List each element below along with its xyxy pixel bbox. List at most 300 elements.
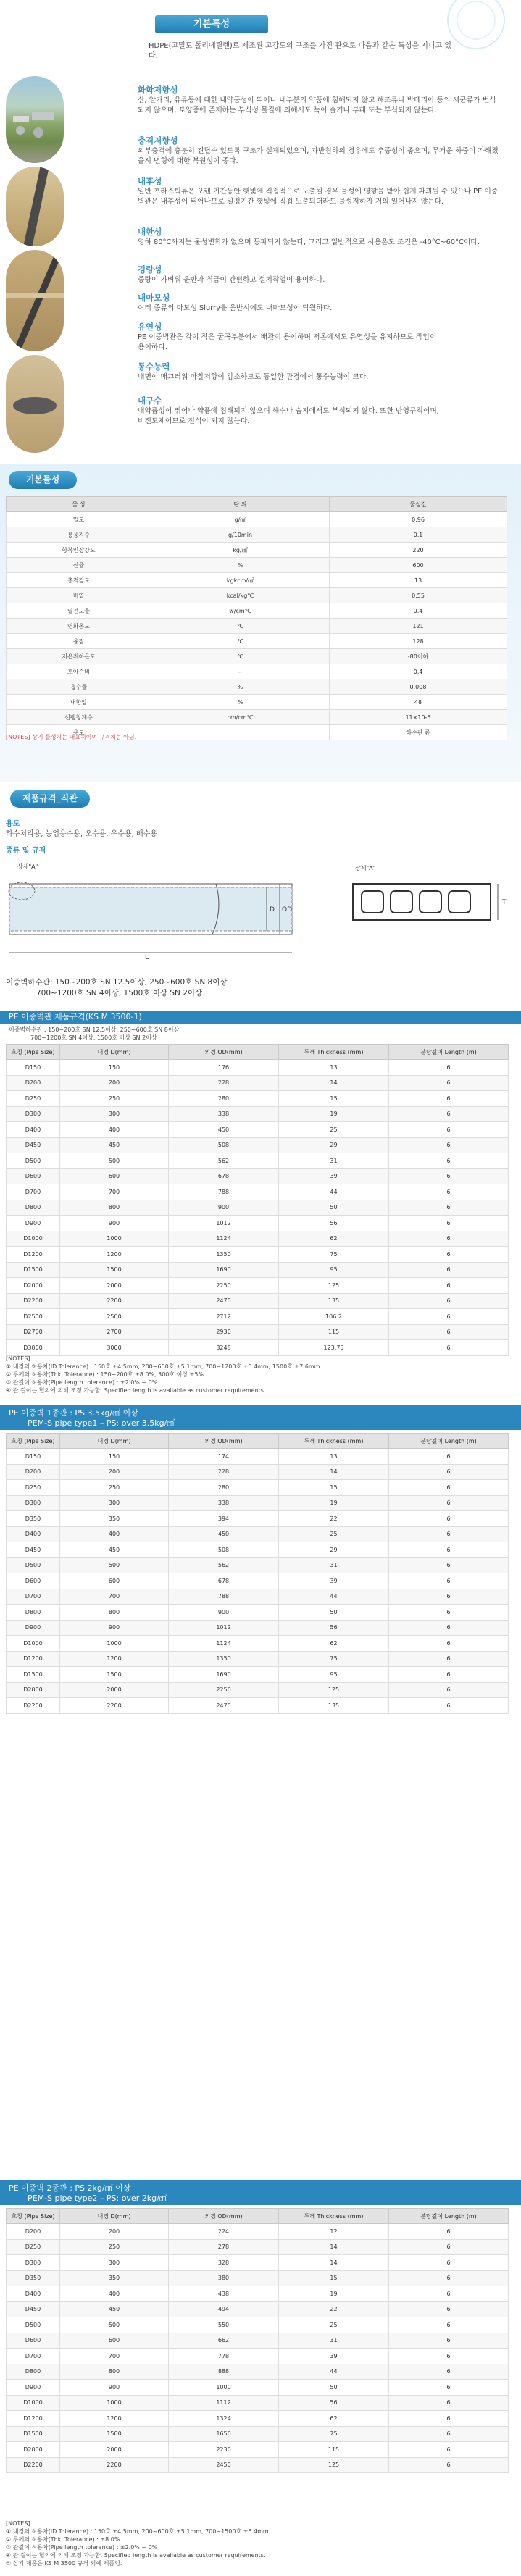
feature-text: PE 이중벽관은 각이 작은 굴곡부분에서 배관이 용이하며 저온에서도 유연성을 유지하므로 작업이 용이하다. <box>138 333 437 351</box>
table-cell: 1500 <box>60 1667 169 1683</box>
table-cell: 연화온도 <box>7 619 151 634</box>
table-cell: 6 <box>389 2349 509 2364</box>
table-cell: 500 <box>60 1557 169 1573</box>
table-cell: 150 <box>60 1060 169 1076</box>
table-cell: 450 <box>60 1542 169 1558</box>
table-row <box>7 634 507 649</box>
table3-caption2: PEM-S pipe type2 – PS: over 2kg/㎠ <box>28 2194 167 2203</box>
table-cell: 2230 <box>169 2442 279 2458</box>
table-cell: 678 <box>169 1573 279 1589</box>
properties-section <box>0 464 521 782</box>
feature-text: 일반 프라스틱류은 오랜 기간동안 햇빛에 직접적으로 노출될 경우 물성에 영향을 받아 쉽게 파괴될 수 있으나 PE 이중벽관은 내후성이 뛰어나므로 일정기간 햇빛에 직접 노출되더라도 물성저하가 거의 일어나지 않는다. <box>138 188 499 206</box>
table-cell: 25 <box>279 1122 389 1138</box>
table-cell: 6 <box>389 1542 509 1558</box>
table-cell: 흡수율 <box>7 679 151 695</box>
table-cell: 200 <box>60 1464 169 1480</box>
table-cell: 하수관 류 <box>330 725 507 740</box>
table-cell: 700 <box>60 1184 169 1200</box>
table-cell: 300 <box>60 1495 169 1511</box>
table-cell: 250 <box>60 1480 169 1496</box>
detail-a-drawing <box>346 869 509 931</box>
table-cell: 600 <box>60 1573 169 1589</box>
table-cell: 13 <box>279 1060 389 1076</box>
table-row <box>7 1137 509 1153</box>
table-cell: D600 <box>7 1168 60 1184</box>
table-row <box>7 679 507 695</box>
table-cell: 6 <box>389 1091 509 1107</box>
table-cell: 6 <box>389 1075 509 1091</box>
table-cell: kgkcm/㎠ <box>151 573 330 588</box>
note-line: ① 내경의 허용차(ID Tolerance) : 150호 ±4.5mm, 200~600호 ±5.1mm, 700~1500호 ±6.4mm <box>6 2528 269 2535</box>
table-cell: 900 <box>60 2380 169 2396</box>
table-cell: 125 <box>279 2457 389 2473</box>
col-header: 외경 OD(mm) <box>169 1045 279 1060</box>
table-row <box>7 619 507 634</box>
table-cell: 6 <box>389 2317 509 2333</box>
decor-ring-icon <box>457 1 496 40</box>
table-cell: 6 <box>389 1293 509 1309</box>
table-row <box>7 1636 509 1652</box>
table-cell: D350 <box>7 1511 60 1527</box>
col-header: 단 위 <box>151 497 330 512</box>
table-row <box>7 695 507 710</box>
table-cell: 508 <box>169 1542 279 1558</box>
table-cell: 135 <box>279 1293 389 1309</box>
table-row <box>7 1573 509 1589</box>
table-cell: D250 <box>7 1480 60 1496</box>
table-cell: 6 <box>389 1137 509 1153</box>
table-cell: 6 <box>389 1216 509 1231</box>
table-cell: D300 <box>7 2255 60 2271</box>
table-cell: 1350 <box>169 1651 279 1667</box>
table-row <box>7 1449 509 1465</box>
table1-sub2: 700~1200호 SN 4이상, 1500호 이상 SN 2이상 <box>30 1034 157 1041</box>
table-cell: ℃ <box>151 619 330 634</box>
col-header: 외경 OD(mm) <box>169 2209 279 2224</box>
table-cell: 6 <box>389 1106 509 1122</box>
table-cell: 6 <box>389 1122 509 1138</box>
table-row <box>7 2270 509 2286</box>
table-cell: 450 <box>169 1526 279 1542</box>
table-cell: 400 <box>60 1122 169 1138</box>
table-cell: 밀도 <box>7 512 151 527</box>
properties-body <box>7 512 507 740</box>
table-cell: 280 <box>169 1091 279 1107</box>
table-cell: 62 <box>279 1231 389 1247</box>
table-cell: 56 <box>279 1620 389 1636</box>
table-cell: D1200 <box>7 2411 60 2427</box>
table-cell: D150 <box>7 1449 60 1465</box>
table-cell: D300 <box>7 1106 60 1122</box>
table-cell: 25 <box>279 2317 389 2333</box>
table-cell: 75 <box>279 1651 389 1667</box>
table-cell: 788 <box>169 1589 279 1605</box>
table-cell: 115 <box>279 2442 389 2458</box>
note-line: [NOTES] <box>6 2520 30 2527</box>
table-cell: 6 <box>389 1495 509 1511</box>
table-cell: 2250 <box>169 1682 279 1698</box>
table-cell: 6 <box>389 1573 509 1589</box>
table-row <box>7 2317 509 2333</box>
table-cell: 29 <box>279 1542 389 1558</box>
table-cell: -- <box>151 664 330 679</box>
feature-text: 산, 알카리, 유류등에 대한 내약품성이 뛰어나 내부분의 약품에 침해되지 않고 해조류나 박테리아 등의 세균류가 번식되지 않으며, 토양중에 존재하는 부식성 물질에 의해서도 녹이 슬거나 부패 또는 부식되지 않는다. <box>138 96 496 114</box>
table-cell: 0.4 <box>330 603 507 619</box>
table-row <box>7 1200 509 1216</box>
table1 <box>6 1044 509 1356</box>
table-row <box>7 1480 509 1496</box>
table-cell: 0.55 <box>330 588 507 603</box>
table-row <box>7 1589 509 1605</box>
table-cell: D3000 <box>7 1340 60 1356</box>
table-cell: 31 <box>279 2333 389 2349</box>
table-cell: 400 <box>60 2286 169 2302</box>
table-cell: % <box>151 558 330 573</box>
table-cell: 11×10-5 <box>330 710 507 725</box>
table-row <box>7 1340 509 1356</box>
table-cell: 700 <box>60 2349 169 2364</box>
table-cell: 900 <box>60 1620 169 1636</box>
table-cell: 6 <box>389 1200 509 1216</box>
table1-notes <box>6 1355 320 1394</box>
table-cell: D1200 <box>7 1651 60 1667</box>
table-cell: 1124 <box>169 1636 279 1652</box>
table-cell: 1012 <box>169 1216 279 1231</box>
table-cell: 6 <box>389 2224 509 2240</box>
pipe-drawing <box>6 862 296 978</box>
table-row <box>7 1698 509 1714</box>
table-cell: D350 <box>7 2270 60 2286</box>
table-row <box>7 603 507 619</box>
table-cell: 14 <box>279 1464 389 1480</box>
table-cell: 14 <box>279 2239 389 2255</box>
table-cell: 200 <box>60 1075 169 1091</box>
table-cell: 15 <box>279 1480 389 1496</box>
table-cell: 1000 <box>60 1231 169 1247</box>
pipe-installation-photo <box>6 167 64 246</box>
table-row <box>7 1184 509 1200</box>
table-cell: 174 <box>169 1449 279 1465</box>
usage-text: 하수처리용, 농업용수용, 오수용, 우수용, 배수용 <box>6 830 157 838</box>
table-row <box>7 2333 509 2349</box>
table-cell: 95 <box>279 1262 389 1278</box>
table-cell: 1690 <box>169 1667 279 1683</box>
table-cell: 6 <box>389 2380 509 2396</box>
table-cell: 25 <box>279 1526 389 1542</box>
table-row <box>7 2457 509 2473</box>
table-cell: D1000 <box>7 2395 60 2411</box>
table-row <box>7 710 507 725</box>
dim-d: D <box>270 906 275 913</box>
table-cell: 500 <box>60 2317 169 2333</box>
table-cell: 228 <box>169 1464 279 1480</box>
col-header: 내경 D(mm) <box>60 2209 169 2224</box>
table-cell: 338 <box>169 1106 279 1122</box>
table-row <box>7 558 507 573</box>
table-cell: 6 <box>389 1605 509 1621</box>
table-cell: D800 <box>7 1605 60 1621</box>
table-cell: 2000 <box>60 1278 169 1294</box>
table-cell: 62 <box>279 1636 389 1652</box>
table1-sub1: 이중벽하수관 : 150~200호 SN 12.5이상, 250~600호 SN 8이상 <box>9 1026 180 1033</box>
table-row <box>7 2442 509 2458</box>
table-cell: 900 <box>169 1605 279 1621</box>
table-cell: 2200 <box>60 1293 169 1309</box>
table-cell: D450 <box>7 1542 60 1558</box>
dim-l: L <box>145 954 149 961</box>
table-cell: 1112 <box>169 2395 279 2411</box>
table-cell: 250 <box>60 1091 169 1107</box>
table-cell: D700 <box>7 1184 60 1200</box>
col-header: 분당길이 Length (m) <box>389 1045 509 1060</box>
table-cell: D200 <box>7 1464 60 1480</box>
table-cell: 150 <box>60 1449 169 1465</box>
table-row <box>7 2364 509 2380</box>
note-line: ③ 관길이 허용차(Pipe length tolerance) : ±2.0% ~ 0% <box>6 2544 158 2551</box>
table-cell: 6 <box>389 1153 509 1169</box>
table-cell: D700 <box>7 2349 60 2364</box>
table-cell: D2000 <box>7 1682 60 1698</box>
ground-pipe-photo <box>6 355 64 453</box>
table-cell: D2700 <box>7 1324 60 1340</box>
table-cell: 350 <box>60 1511 169 1527</box>
table-cell: 800 <box>60 1605 169 1621</box>
table-cell: 44 <box>279 2364 389 2380</box>
table-row <box>7 588 507 603</box>
table-cell: D400 <box>7 1526 60 1542</box>
table-cell: 562 <box>169 1153 279 1169</box>
table3 <box>6 2208 509 2473</box>
table-cell: 2500 <box>60 1309 169 1325</box>
table-cell: 115 <box>279 1324 389 1340</box>
table-cell: D2000 <box>7 2442 60 2458</box>
table-cell: 0.96 <box>330 512 507 527</box>
table-cell: D1500 <box>7 1667 60 1683</box>
table-cell: 438 <box>169 2286 279 2302</box>
table-row <box>7 512 507 527</box>
table-cell: 19 <box>279 2286 389 2302</box>
note-line: ② 두께의 허용차(Thk. Tolerance) : 150~200호 ±8.0%, 300호 이상 ±5% <box>6 1371 204 1378</box>
table-cell: 75 <box>279 1247 389 1263</box>
table-cell <box>151 725 330 740</box>
table-cell: 6 <box>389 1651 509 1667</box>
table-cell: 1200 <box>60 1651 169 1667</box>
table-cell: D400 <box>7 1122 60 1138</box>
table-row <box>7 1667 509 1683</box>
table-cell: 6 <box>389 2270 509 2286</box>
note-line: ④ 관 길이는 협의에 의해 조정 가능함. Specified length is available as customer requirements. <box>6 2552 266 2559</box>
table3-section <box>0 2180 521 2572</box>
table-cell: 2200 <box>60 2457 169 2473</box>
plant-photo <box>6 76 64 163</box>
table-row <box>7 1309 509 1325</box>
table-cell: 6 <box>389 1168 509 1184</box>
col-header: 호칭 (Pipe Size) <box>7 1045 60 1060</box>
table-cell: 550 <box>169 2317 279 2333</box>
table-cell: 494 <box>169 2301 279 2317</box>
table-cell: 220 <box>330 543 507 558</box>
table-cell: 600 <box>330 558 507 573</box>
table-cell: 228 <box>169 1075 279 1091</box>
properties-table <box>6 496 507 740</box>
table-cell: 56 <box>279 1216 389 1231</box>
table-cell: 6 <box>389 1340 509 1356</box>
table-cell: 50 <box>279 2380 389 2396</box>
table-cell: D900 <box>7 2380 60 2396</box>
table-cell: kcal/kg℃ <box>151 588 330 603</box>
table-cell: 6 <box>389 2411 509 2427</box>
table-row <box>7 1168 509 1184</box>
table-cell: 6 <box>389 1667 509 1683</box>
table-cell: 39 <box>279 1573 389 1589</box>
table-cell: 450 <box>60 1137 169 1153</box>
table-cell: 662 <box>169 2333 279 2349</box>
table-cell: 열전도율 <box>7 603 151 619</box>
table2-caption2: PEM-S pipe type1 – PS: over 3.5kg/㎠ <box>28 1418 175 1428</box>
table-cell: 128 <box>330 634 507 649</box>
table-cell: 2712 <box>169 1309 279 1325</box>
table-row <box>7 1495 509 1511</box>
table-cell: 1012 <box>169 1620 279 1636</box>
feature-text: 여러 종류의 마모성 Slurry를 운반시에도 내마모성이 탁월하다. <box>138 304 333 312</box>
table-row <box>7 649 507 664</box>
feature-heading: 내한성 <box>138 227 162 237</box>
table-cell: 176 <box>169 1060 279 1076</box>
table-row <box>7 2349 509 2364</box>
table-cell: 1200 <box>60 1247 169 1263</box>
table-row <box>7 2255 509 2271</box>
table-cell: D2200 <box>7 1293 60 1309</box>
table-row <box>7 527 507 543</box>
table-cell: 1350 <box>169 1247 279 1263</box>
table-cell: D200 <box>7 1075 60 1091</box>
table-cell: 6 <box>389 1278 509 1294</box>
table-cell: D500 <box>7 1153 60 1169</box>
table-cell: 6 <box>389 1324 509 1340</box>
table-cell: 0.008 <box>330 679 507 695</box>
table-cell: 선팽창계수 <box>7 710 151 725</box>
table-cell: 6 <box>389 1620 509 1636</box>
table2-caption: PE 이중벽 1종관 : PS 3.5kg/㎠ 이상 <box>9 1408 138 1418</box>
table-row <box>7 1060 509 1076</box>
table-cell: 300 <box>60 2255 169 2271</box>
table-cell: 1690 <box>169 1262 279 1278</box>
table-cell: 135 <box>279 1698 389 1714</box>
feature-text: 내면이 매끄러워 마찰저항이 감소하므로 동일한 관경에서 통수능력이 크다. <box>138 373 369 381</box>
types-label: 종류 및 규격 <box>6 847 46 855</box>
table2 <box>6 1433 509 1714</box>
table-cell: 1200 <box>60 2411 169 2427</box>
table-cell: 6 <box>389 1480 509 1496</box>
table-cell: D250 <box>7 2239 60 2255</box>
table-cell: 6 <box>389 1698 509 1714</box>
table3-notes <box>6 2519 269 2567</box>
table-cell: 6 <box>389 2255 509 2271</box>
col-header: 외경 OD(mm) <box>169 1434 279 1449</box>
note-line: ③ 관길이 허용차(Pipe length tolerance) : ±2.0% ~ 0% <box>6 1379 158 1386</box>
table-row <box>7 2301 509 2317</box>
class-line-1: 이중벽하수관: 150~200호 SN 12.5이상, 250~600호 SN 8이상 <box>6 978 228 987</box>
table-cell: D300 <box>7 1495 60 1511</box>
table-cell: 2700 <box>60 1324 169 1340</box>
table1-caption: PE 이중벽관 제품규격(KS M 3500-1) <box>0 1011 521 1024</box>
table-cell: 6 <box>389 1231 509 1247</box>
table-cell: 800 <box>60 1200 169 1216</box>
table-row <box>7 2395 509 2411</box>
table-row <box>7 1651 509 1667</box>
table-row <box>7 2380 509 2396</box>
usage-label: 용도 <box>6 820 20 828</box>
table-row <box>7 1106 509 1122</box>
col-header: 물 성 <box>7 497 151 512</box>
table-cell: 6 <box>389 2286 509 2302</box>
table-cell: D700 <box>7 1589 60 1605</box>
table-cell: 저온취하온도 <box>7 649 151 664</box>
note-line: ⑤ 상기 제품은 KS M 3500 규격 외에 제품임. <box>6 2560 122 2567</box>
class-line-2: 700~1200호 SN 4이상, 1500호 이상 SN 2이상 <box>36 989 203 998</box>
table-cell: kg/㎠ <box>151 543 330 558</box>
spec-section <box>0 782 521 1000</box>
table-cell: 400 <box>60 1526 169 1542</box>
table-cell: D1500 <box>7 2426 60 2442</box>
table-row <box>7 1247 509 1263</box>
table-cell: 1000 <box>60 1636 169 1652</box>
table-cell: 106.2 <box>279 1309 389 1325</box>
note-line: [NOTES] <box>6 1355 30 1362</box>
col-header: 물성값 <box>330 497 507 512</box>
table2-caption-bar <box>0 1405 521 1430</box>
table-cell: 350 <box>60 2270 169 2286</box>
table-cell: D1000 <box>7 1231 60 1247</box>
table-cell: 300 <box>60 1106 169 1122</box>
table-cell: 1124 <box>169 1231 279 1247</box>
table-cell: 6 <box>389 2395 509 2411</box>
table-row <box>7 1511 509 1527</box>
note-line: ④ 관 길이는 협의에 의해 조정 가능함. Specified length is available as customer requirements. <box>6 1387 266 1394</box>
table-row <box>7 2239 509 2255</box>
table-cell: 44 <box>279 1589 389 1605</box>
feature-text: 외부충격에 충분히 견딜수 있도록 구조가 설계되었으며, 자반침하의 경우에도 추종성이 좋으며, 무거운 하중이 가해졌을시 변형에 대한 복원성이 좋다. <box>138 147 499 165</box>
table-cell: D800 <box>7 1200 60 1216</box>
table-cell: ℃ <box>151 634 330 649</box>
table-row <box>7 1542 509 1558</box>
feature-text: 영하 80°C까지는 물성변화가 없으며 동파되지 않는다, 그리고 일반적으로 사용온도 조건은 -40°C~60°C이다. <box>138 238 480 246</box>
table-cell: 6 <box>389 1589 509 1605</box>
table-cell: 1324 <box>169 2411 279 2427</box>
feature-text: 중량이 가벼워 운반과 취급이 간편하고 설치작업이 용이하다. <box>138 276 325 284</box>
table3-body <box>7 2224 509 2473</box>
table-cell: 6 <box>389 1636 509 1652</box>
table-cell: 2450 <box>169 2457 279 2473</box>
table-cell: 2470 <box>169 1698 279 1714</box>
table-cell: 56 <box>279 2395 389 2411</box>
properties-title: 기본물성 <box>9 471 77 489</box>
table-cell: 14 <box>279 1075 389 1091</box>
table1-section <box>0 1011 521 1402</box>
table-cell: % <box>151 695 330 710</box>
table-cell: 6 <box>389 1682 509 1698</box>
table-cell: 778 <box>169 2349 279 2364</box>
table-cell: 800 <box>60 2364 169 2380</box>
table-cell: 14 <box>279 2255 389 2271</box>
table-cell: 125 <box>279 1278 389 1294</box>
table-cell: 2250 <box>169 1278 279 1294</box>
table-cell: 39 <box>279 1168 389 1184</box>
note-line: ② 두께의 허용차(Thk. Tolerance) : ±8.0% <box>6 2536 120 2543</box>
col-header: 내경 D(mm) <box>60 1434 169 1449</box>
table-cell: 562 <box>169 1557 279 1573</box>
feature-heading: 화학저항성 <box>138 85 178 95</box>
